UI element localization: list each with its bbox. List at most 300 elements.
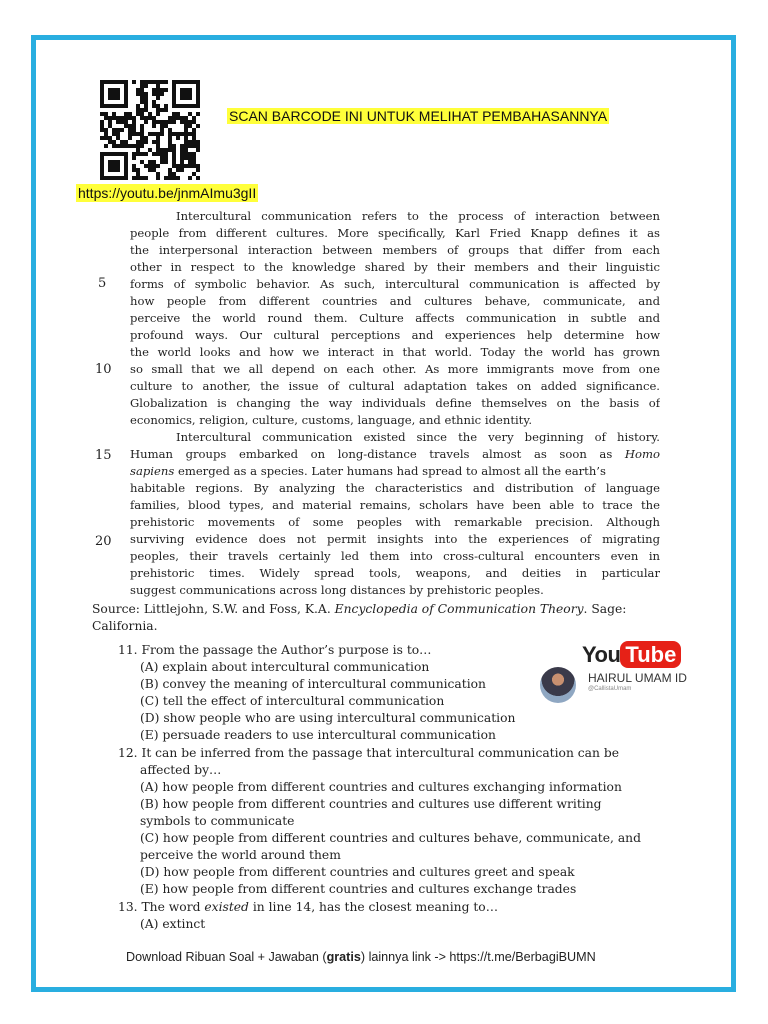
line-number: 15: [95, 448, 112, 463]
qr-module: [152, 80, 156, 84]
qr-module: [124, 112, 128, 116]
qr-module: [124, 124, 128, 128]
qr-module: [192, 156, 196, 160]
qr-module: [132, 128, 136, 132]
qr-module: [112, 140, 116, 144]
line-number: 20: [95, 534, 112, 549]
qr-module: [152, 164, 156, 168]
qr-module: [144, 80, 148, 84]
qr-module: [196, 164, 200, 168]
qr-module: [140, 144, 144, 148]
youtube-logo-tube: Tube: [620, 641, 681, 668]
question-12-option-d[interactable]: (D) how people from different countries and cultures greet and speak: [140, 865, 575, 879]
qr-module: [128, 116, 132, 120]
qr-module: [140, 136, 144, 140]
qr-module: [156, 176, 160, 180]
passage-line-text: Human groups embarked on long-distance travels almost as soon as: [130, 447, 613, 461]
qr-module: [148, 132, 152, 136]
qr-module: [124, 140, 128, 144]
qr-module: [136, 168, 140, 172]
qr-module: [144, 104, 148, 108]
qr-module: [176, 132, 180, 136]
qr-module: [140, 152, 144, 156]
qr-module: [180, 168, 184, 172]
source-line2: California.: [92, 619, 158, 633]
qr-module: [120, 140, 124, 144]
qr-module: [100, 128, 104, 132]
qr-module: [140, 132, 144, 136]
qr-module: [140, 100, 144, 104]
question-12-option-c[interactable]: (C) how people from different countries and cultures behave, communicate, and: [140, 831, 641, 845]
qr-module: [188, 112, 192, 116]
passage-line-text: emerged as a species. Later humans had spread to almost all the earth’s: [174, 464, 606, 478]
qr-module: [180, 164, 184, 168]
qr-module: [192, 164, 196, 168]
qr-module: [128, 132, 132, 136]
qr-module: [132, 164, 136, 168]
qr-module: [144, 96, 148, 100]
qr-module: [148, 148, 152, 152]
qr-module: [132, 168, 136, 172]
qr-module: [140, 108, 144, 112]
question-11-option-e[interactable]: (E) persuade readers to use intercultural communication: [140, 728, 496, 742]
qr-module: [160, 148, 164, 152]
qr-module: [156, 88, 160, 92]
qr-module: [188, 120, 192, 124]
qr-module: [180, 144, 184, 148]
qr-module: [156, 120, 160, 124]
qr-module: [160, 160, 164, 164]
qr-module: [184, 136, 188, 140]
qr-module: [104, 116, 108, 120]
qr-module: [196, 148, 200, 152]
qr-module: [136, 140, 140, 144]
qr-module: [128, 112, 132, 116]
qr-module: [136, 112, 140, 116]
qr-module: [144, 120, 148, 124]
qr-module: [112, 116, 116, 120]
qr-module: [168, 132, 172, 136]
qr-module: [140, 124, 144, 128]
qr-module: [108, 120, 112, 124]
qr-finder: [108, 160, 120, 172]
youtube-logo[interactable]: [582, 641, 681, 668]
qr-module: [132, 116, 136, 120]
qr-module: [168, 116, 172, 120]
line-number: 5: [98, 276, 107, 291]
passage-line: the interpersonal interaction between members of groups that differ from each: [130, 243, 660, 257]
qr-module: [132, 156, 136, 160]
qr-module: [148, 80, 152, 84]
qr-module: [172, 148, 176, 152]
qr-module: [132, 124, 136, 128]
youtube-logo-word: You: [582, 642, 621, 667]
qr-module: [148, 168, 152, 172]
passage-line: [130, 446, 660, 463]
qr-module: [144, 84, 148, 88]
passage-line: the world looks and how we interact in that world. Today the world has grown: [130, 345, 660, 359]
qr-module: [192, 152, 196, 156]
qr-module: [184, 120, 188, 124]
passage-line: Intercultural communication existed since the very beginning of history.: [176, 430, 660, 444]
qr-module: [160, 152, 164, 156]
qr-module: [152, 160, 156, 164]
qr-code-icon[interactable]: [98, 80, 202, 180]
qr-module: [128, 144, 132, 148]
qr-module: [184, 128, 188, 132]
qr-module: [168, 144, 172, 148]
qr-module: [196, 140, 200, 144]
qr-module: [132, 152, 136, 156]
qr-module: [164, 156, 168, 160]
qr-module: [168, 148, 172, 152]
qr-module: [120, 120, 124, 124]
qr-module: [180, 152, 184, 156]
qr-module: [184, 140, 188, 144]
qr-module: [140, 92, 144, 96]
qr-module: [128, 128, 132, 132]
qr-finder: [180, 88, 192, 100]
question-11-option-a[interactable]: (A) explain about intercultural communication: [140, 660, 430, 674]
passage-line: perceive the world round them. Culture affects communication in subtle and: [130, 311, 660, 325]
qr-module: [136, 172, 140, 176]
qr-module: [148, 164, 152, 168]
qr-module: [172, 156, 176, 160]
qr-module: [160, 128, 164, 132]
passage-line: [130, 463, 660, 480]
qr-module: [168, 120, 172, 124]
youtube-link[interactable]: https://youtu.be/jnmAImu3gII: [78, 185, 257, 201]
qr-module: [152, 120, 156, 124]
qr-module: [112, 128, 116, 132]
qr-module: [124, 144, 128, 148]
line-number: 10: [95, 362, 112, 377]
qr-module: [196, 176, 200, 180]
source-citation: [92, 601, 672, 635]
qr-module: [172, 112, 176, 116]
qr-module: [124, 120, 128, 124]
passage-line: Intercultural communication refers to the process of interaction between: [176, 209, 660, 223]
qr-module: [196, 168, 200, 172]
question-12-option-c-cont: perceive the world around them: [140, 848, 341, 862]
question-13-suffix: in line 14, has the closest meaning to…: [252, 900, 498, 914]
qr-module: [136, 148, 140, 152]
qr-module: [132, 80, 136, 84]
qr-module: [104, 112, 108, 116]
qr-module: [116, 144, 120, 148]
qr-module: [148, 112, 152, 116]
qr-module: [140, 116, 144, 120]
question-13-prefix: 13. The word: [118, 900, 201, 914]
qr-module: [172, 160, 176, 164]
qr-module: [104, 132, 108, 136]
qr-module: [144, 92, 148, 96]
footer-bold: gratis: [326, 950, 361, 964]
passage-line: so small that we all depend on each other. As more immigrants move from one: [130, 362, 660, 376]
qr-module: [152, 116, 156, 120]
qr-module: [104, 136, 108, 140]
qr-module: [156, 84, 160, 88]
qr-module: [136, 144, 140, 148]
qr-module: [180, 116, 184, 120]
qr-module: [188, 140, 192, 144]
qr-module: [120, 128, 124, 132]
passage-line: habitable regions. By analyzing the characteristics and distribution of language: [130, 481, 660, 495]
question-11-option-b[interactable]: (B) convey the meaning of intercultural communication: [140, 677, 486, 691]
qr-module: [152, 132, 156, 136]
qr-module: [148, 160, 152, 164]
qr-module: [184, 156, 188, 160]
qr-module: [140, 112, 144, 116]
qr-module: [144, 176, 148, 180]
italic-homo: Homo: [624, 447, 660, 461]
qr-module: [156, 140, 160, 144]
qr-module: [136, 88, 140, 92]
qr-module: [196, 124, 200, 128]
qr-module: [136, 176, 140, 180]
question-12-option-b[interactable]: (B) how people from different countries and cultures use different writing: [140, 797, 602, 811]
passage-line: surviving evidence does not permit insights into the experiences of migrating: [130, 532, 660, 546]
qr-module: [192, 128, 196, 132]
qr-module: [152, 168, 156, 172]
qr-module: [188, 164, 192, 168]
passage-line: prehistoric times. Widely spread tools, weapons, and deities in particular: [130, 566, 660, 580]
qr-module: [168, 172, 172, 176]
passage-line: profound ways. Our cultural perceptions and experiences help determine how: [130, 328, 660, 342]
qr-module: [184, 132, 188, 136]
qr-module: [136, 132, 140, 136]
passage-line: culture to another, the issue of cultural adaptation takes on added significance.: [130, 379, 660, 393]
qr-finder: [108, 88, 120, 100]
channel-handle: @CallistaUmam: [588, 686, 632, 692]
qr-module: [176, 116, 180, 120]
qr-module: [172, 116, 176, 120]
qr-module: [136, 108, 140, 112]
passage-line: forms of symbolic behavior. As such, intercultural communication is affected by: [130, 277, 660, 291]
qr-module: [172, 172, 176, 176]
qr-module: [144, 136, 148, 140]
qr-module: [160, 108, 164, 112]
passage-line: suggest communications across long distances by prehistoric peoples.: [130, 583, 544, 597]
qr-module: [196, 144, 200, 148]
qr-module: [112, 112, 116, 116]
italic-sapiens: sapiens: [130, 464, 175, 478]
qr-module: [168, 136, 172, 140]
qr-module: [152, 88, 156, 92]
qr-module: [164, 148, 168, 152]
qr-module: [136, 104, 140, 108]
qr-module: [156, 132, 160, 136]
reading-passage: [130, 208, 660, 599]
passage-line: peoples, their travels certainly led them into cross-cultural encounters even in: [130, 549, 660, 563]
qr-module: [160, 156, 164, 160]
qr-module: [148, 116, 152, 120]
qr-module: [152, 140, 156, 144]
qr-module: [184, 144, 188, 148]
qr-module: [140, 80, 144, 84]
qr-module: [168, 140, 172, 144]
qr-module: [172, 164, 176, 168]
qr-module: [176, 136, 180, 140]
qr-module: [188, 152, 192, 156]
footer-suffix[interactable]: ) lainnya link -> https://t.me/BerbagiBUMN: [360, 950, 596, 964]
qr-module: [100, 120, 104, 124]
qr-module: [152, 152, 156, 156]
avatar: [540, 667, 576, 703]
passage-line: other in respect to the knowledge shared by their members and their linguistic: [130, 260, 660, 274]
qr-module: [188, 176, 192, 180]
question-13-option-a[interactable]: (A) extinct: [140, 917, 206, 931]
qr-module: [144, 140, 148, 144]
qr-module: [192, 132, 196, 136]
question-11-stem: 11. From the passage the Author’s purpose is to…: [118, 643, 432, 657]
qr-module: [192, 172, 196, 176]
qr-module: [168, 128, 172, 132]
qr-module: [180, 132, 184, 136]
qr-module: [164, 80, 168, 84]
qr-module: [160, 80, 164, 84]
qr-module: [160, 132, 164, 136]
qr-module: [128, 124, 132, 128]
qr-module: [180, 148, 184, 152]
qr-module: [112, 144, 116, 148]
channel-name: HAIRUL UMAM ID: [588, 671, 687, 685]
qr-module: [144, 116, 148, 120]
passage-line: people from different cultures. More specifically, Karl Fried Knapp defines it as: [130, 226, 660, 240]
qr-module: [108, 136, 112, 140]
qr-module: [100, 112, 104, 116]
qr-module: [136, 92, 140, 96]
qr-module: [172, 132, 176, 136]
qr-module: [164, 104, 168, 108]
qr-module: [176, 168, 180, 172]
qr-module: [108, 116, 112, 120]
question-13-stem: [118, 899, 498, 916]
question-11-option-d[interactable]: (D) show people who are using intercultural communication: [140, 711, 516, 725]
qr-module: [140, 84, 144, 88]
qr-module: [172, 152, 176, 156]
qr-module: [192, 140, 196, 144]
qr-module: [156, 164, 160, 168]
qr-module: [156, 80, 160, 84]
qr-module: [156, 152, 160, 156]
qr-module: [120, 116, 124, 120]
source-suffix: . Sage:: [583, 602, 627, 616]
qr-module: [156, 148, 160, 152]
qr-module: [176, 164, 180, 168]
qr-module: [140, 176, 144, 180]
qr-module: [100, 124, 104, 128]
qr-module: [120, 144, 124, 148]
passage-line: prehistoric movements of some peoples with remarkable precision. Although: [130, 515, 660, 529]
qr-module: [140, 128, 144, 132]
qr-module: [172, 120, 176, 124]
passage-line: families, blood types, and material remains, scholars have been able to trace the: [130, 498, 660, 512]
qr-module: [156, 172, 160, 176]
qr-module: [188, 156, 192, 160]
qr-module: [152, 100, 156, 104]
qr-module: [116, 128, 120, 132]
footer-prefix: Download Ribuan Soal + Jawaban (: [126, 950, 327, 964]
qr-module: [164, 120, 168, 124]
qr-module: [192, 144, 196, 148]
qr-module: [164, 152, 168, 156]
qr-module: [168, 168, 172, 172]
qr-module: [164, 160, 168, 164]
question-12-option-e[interactable]: (E) how people from different countries and cultures exchange trades: [140, 882, 577, 896]
qr-module: [140, 140, 144, 144]
source-prefix: Source: Littlejohn, S.W. and Foss, K.A.: [92, 602, 331, 616]
qr-module: [124, 116, 128, 120]
qr-module: [116, 132, 120, 136]
qr-module: [184, 116, 188, 120]
qr-module: [180, 160, 184, 164]
qr-module: [192, 116, 196, 120]
qr-module: [108, 140, 112, 144]
qr-module: [180, 120, 184, 124]
qr-module: [172, 144, 176, 148]
qr-module: [184, 164, 188, 168]
qr-module: [176, 112, 180, 116]
qr-module: [184, 152, 188, 156]
qr-module: [156, 92, 160, 96]
question-12-option-a[interactable]: (A) how people from different countries and cultures exchanging information: [140, 780, 622, 794]
qr-module: [152, 124, 156, 128]
footer-download-note: [126, 950, 596, 964]
qr-module: [188, 132, 192, 136]
qr-module: [156, 136, 160, 140]
qr-module: [188, 124, 192, 128]
qr-module: [140, 88, 144, 92]
qr-module: [140, 96, 144, 100]
qr-module: [100, 136, 104, 140]
qr-module: [132, 132, 136, 136]
qr-module: [116, 116, 120, 120]
qr-module: [116, 120, 120, 124]
qr-module: [144, 164, 148, 168]
qr-module: [152, 92, 156, 96]
qr-module: [188, 144, 192, 148]
qr-module: [196, 112, 200, 116]
qr-module: [160, 88, 164, 92]
question-12-stem: 12. It can be inferred from the passage that intercultural communication can be: [118, 746, 619, 760]
question-11-option-c[interactable]: (C) tell the effect of intercultural communication: [140, 694, 445, 708]
qr-module: [164, 124, 168, 128]
qr-module: [164, 88, 168, 92]
question-12-option-b-cont: symbols to communicate: [140, 814, 295, 828]
qr-module: [128, 136, 132, 140]
question-13-word: existed: [204, 900, 249, 914]
qr-module: [192, 160, 196, 164]
passage-line: Globalization is changing the way individuals define themselves on the basis of: [130, 396, 660, 410]
qr-module: [168, 176, 172, 180]
qr-module: [160, 92, 164, 96]
qr-module: [132, 120, 136, 124]
qr-module: [160, 120, 164, 124]
qr-module: [192, 136, 196, 140]
qr-module: [160, 124, 164, 128]
qr-module: [156, 96, 160, 100]
qr-module: [140, 160, 144, 164]
qr-module: [188, 160, 192, 164]
qr-module: [132, 144, 136, 148]
qr-module: [104, 144, 108, 148]
qr-module: [112, 132, 116, 136]
qr-module: [152, 104, 156, 108]
qr-module: [132, 176, 136, 180]
passage-line: how people from different countries and cultures behave, communicate, and: [130, 294, 660, 308]
qr-module: [176, 176, 180, 180]
